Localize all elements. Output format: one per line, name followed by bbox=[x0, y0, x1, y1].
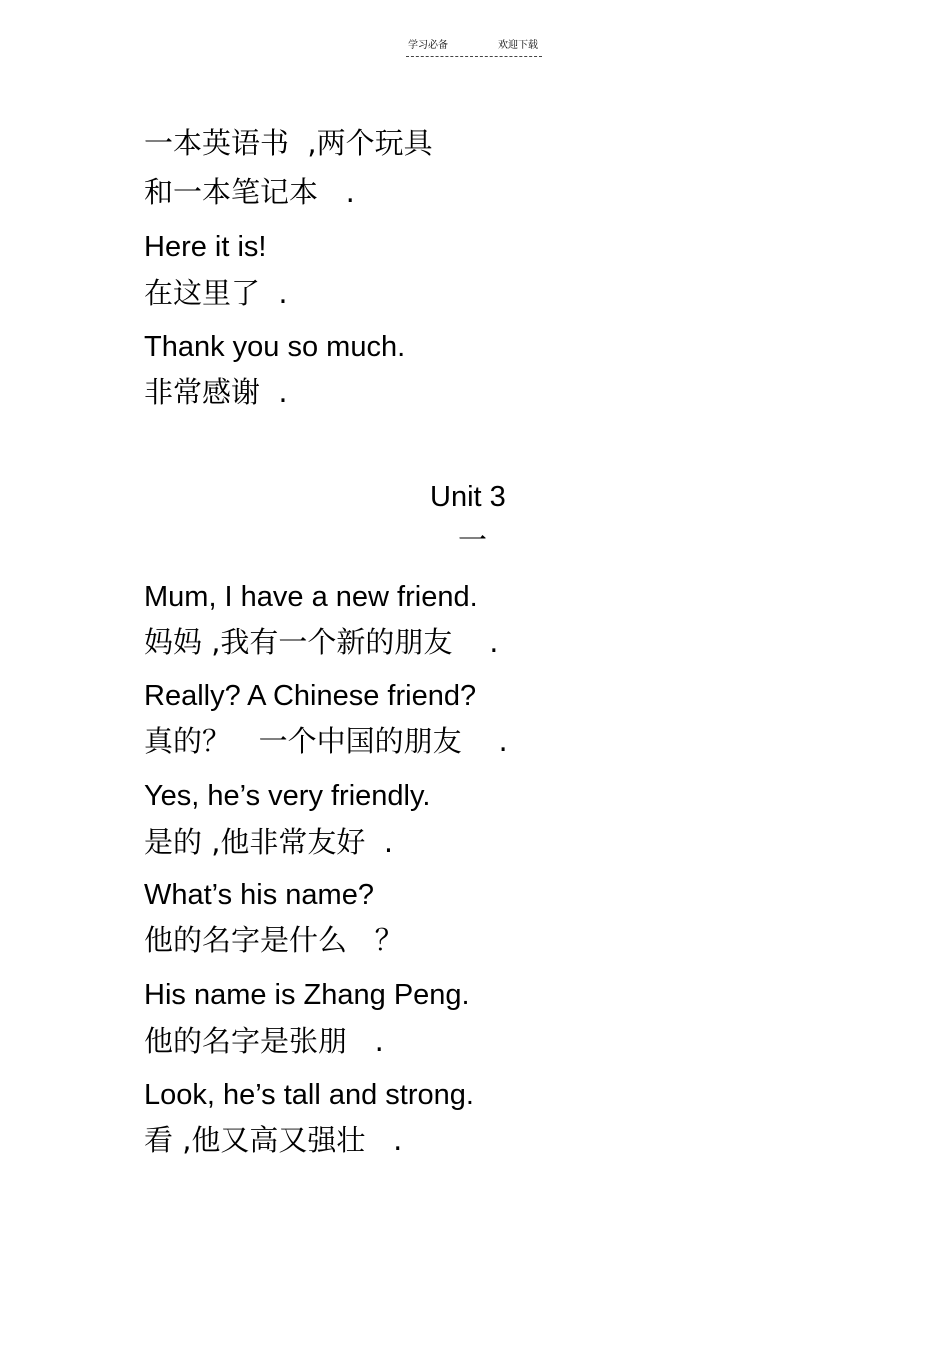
chinese-line: 看 ,他又高又强壮 . bbox=[144, 1123, 403, 1157]
english-line: Yes, he’s very friendly. bbox=[144, 780, 431, 812]
chinese-line: 是的 ,他非常友好 . bbox=[144, 825, 394, 859]
chinese-line: 妈妈 ,我有一个新的朋友 . bbox=[144, 625, 499, 659]
chinese-line: 非常感谢 . bbox=[144, 375, 288, 409]
page-header bbox=[406, 36, 542, 57]
unit-subtitle: 一 bbox=[458, 523, 488, 557]
english-line: Really? A Chinese friend? bbox=[144, 680, 477, 712]
english-line: Look, he’s tall and strong. bbox=[144, 1079, 474, 1111]
header-right-text: 欢迎下载 bbox=[498, 40, 538, 51]
text-line: 和一本笔记本 . bbox=[144, 175, 355, 209]
english-line: What’s his name? bbox=[144, 879, 374, 911]
unit-title: Unit 3 bbox=[430, 481, 506, 513]
english-line: His name is Zhang Peng. bbox=[144, 979, 470, 1011]
chinese-line: 他的名字是张朋 . bbox=[144, 1024, 384, 1058]
chinese-line: 在这里了 . bbox=[144, 276, 288, 310]
header-left-text: 学习必备 bbox=[408, 40, 448, 51]
english-line: Mum, I have a new friend. bbox=[144, 581, 478, 613]
english-line: Here it is! bbox=[144, 231, 267, 263]
chinese-line: 他的名字是什么 ？ bbox=[144, 923, 404, 957]
chinese-line: 真的？ 一个中国的朋友 . bbox=[144, 724, 508, 758]
english-line: Thank you so much. bbox=[144, 331, 406, 363]
text-line: 一本英语书 ,两个玩具 bbox=[144, 126, 433, 160]
